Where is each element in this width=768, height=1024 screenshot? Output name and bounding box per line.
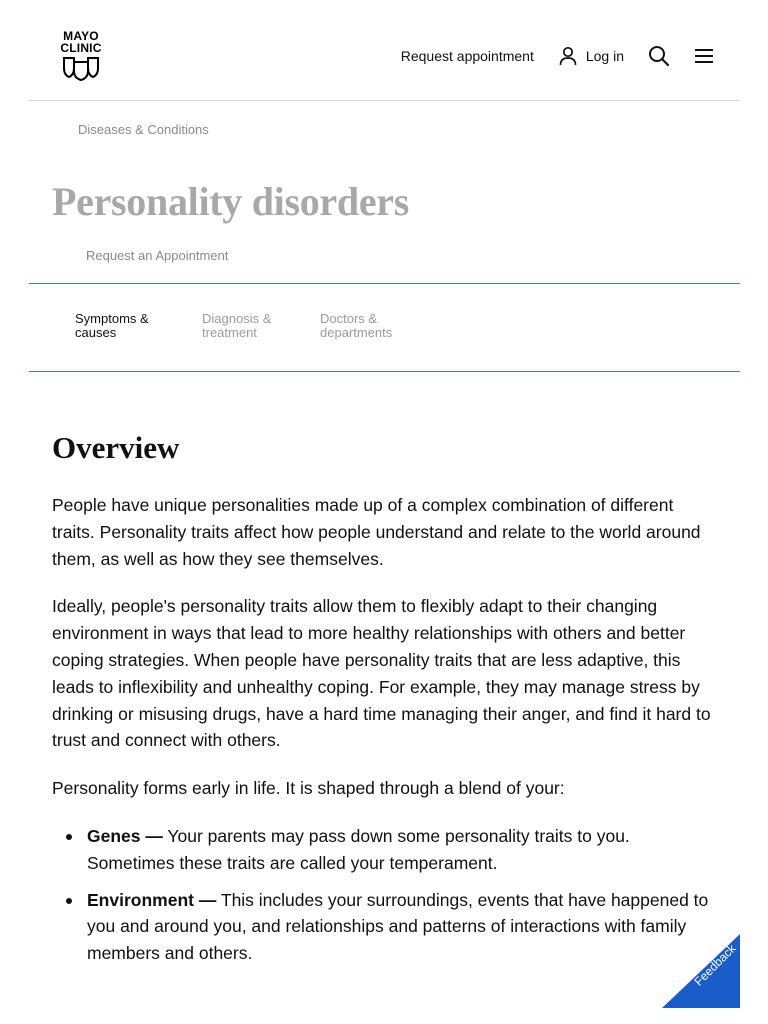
- list-item-term: Environment —: [87, 889, 217, 910]
- list-item-text: This includes your surroundings, events that have happened to you and around you, and relationships and patterns of interactions with family members and others.: [87, 889, 709, 964]
- feedback-label: Feedback: [691, 941, 739, 989]
- tab-label-line2: treatment: [202, 325, 257, 340]
- tab-symptoms-causes[interactable]: [75, 312, 175, 340]
- mayo-clinic-logo[interactable]: [57, 30, 105, 81]
- list-item-text: Your parents may pass down some personality traits to you. Sometimes these traits are called your temperament.: [87, 825, 630, 873]
- tab-label-line1: Diagnosis &: [202, 311, 272, 326]
- overview-paragraph: People have unique personalities made up of a complex combination of different traits. Personality traits affect how people understand and relate to the world around them, as well as how they see themselves.: [52, 495, 701, 569]
- tab-label-line1: Symptoms &: [75, 311, 149, 326]
- search-icon[interactable]: [648, 45, 670, 67]
- tab-label-line2: causes: [75, 325, 117, 340]
- site-header: [29, 0, 740, 101]
- overview-paragraph: Ideally, people's personality traits allow them to flexibly adapt to their changing environment in ways that lead to more healthy relationships with others and better coping strategies. When people have personality traits that are less adaptive, this leads to inflexibility and unhealthy coping. For example, they may manage stress by drinking or misusing drugs, have a hard time managing their anger, and find it hard to trust and connect with others.: [52, 596, 711, 751]
- overview-paragraph: Personality forms early in life. It is shaped through a blend of your:: [52, 778, 565, 799]
- tab-doctors-departments[interactable]: [320, 312, 420, 340]
- tab-diagnosis-treatment[interactable]: [202, 312, 302, 340]
- request-an-appointment-link[interactable]: Request an Appointment: [86, 248, 229, 263]
- logo-line-1: MAYO: [63, 29, 99, 43]
- feedback-tab[interactable]: [662, 934, 740, 1008]
- request-appointment-link[interactable]: Request appointment: [400, 48, 534, 64]
- section-tabs: [29, 283, 740, 372]
- menu-icon[interactable]: [694, 48, 714, 64]
- list-item: [87, 887, 716, 967]
- breadcrumb[interactable]: Diseases & Conditions: [78, 122, 209, 137]
- tab-label-line2: departments: [320, 325, 393, 340]
- user-icon: [558, 46, 578, 66]
- login-link[interactable]: [558, 46, 624, 66]
- page-title: Personality disorders: [52, 179, 410, 224]
- influences-list: [52, 823, 716, 967]
- overview-content: [52, 492, 716, 977]
- list-item-term: Genes —: [87, 825, 163, 846]
- header-nav: [401, 40, 740, 72]
- overview-heading: Overview: [52, 430, 180, 465]
- logo-line-2: CLINIC: [60, 41, 102, 55]
- list-item: [87, 823, 716, 877]
- shields-icon: [61, 55, 101, 81]
- login-label: Log in: [585, 48, 624, 64]
- tab-label-line1: Doctors &: [320, 311, 378, 326]
